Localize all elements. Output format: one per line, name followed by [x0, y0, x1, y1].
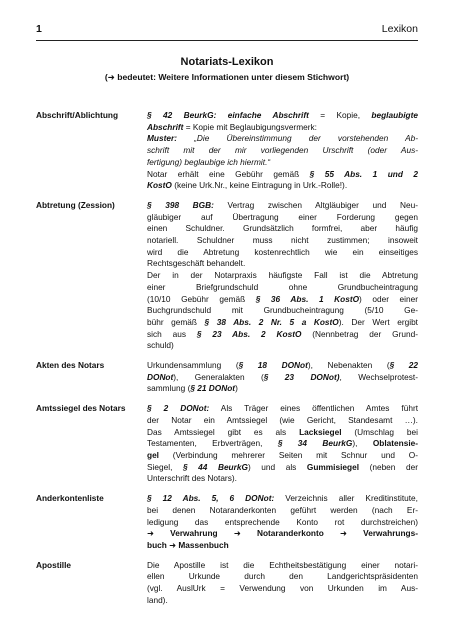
law-reference: § 38 Abs. 2 Nr. 5 a KostO	[204, 316, 339, 327]
entry-definition	[147, 360, 418, 395]
definition-line	[147, 169, 418, 181]
definition-line	[147, 450, 418, 462]
text-segment: Als Träger eines öffentlichen Amtes führt	[209, 403, 419, 414]
definition-line	[147, 517, 418, 529]
text-segment: Der in der Notarpraxis häufigste Fall ist die Abtretung	[147, 270, 418, 281]
text-segment: ). Der Wert ergibt	[338, 316, 418, 327]
text-segment: Siegel,	[147, 461, 183, 472]
definition-line	[147, 528, 418, 540]
definition-line	[147, 372, 418, 384]
text-segment: Notar erhält eine Gebühr gemäß	[147, 168, 310, 179]
entry-term: Anderkontenliste	[36, 493, 104, 504]
text-segment: einen Schuldner. Grundsätzlich formfrei, aber häufig	[147, 223, 418, 234]
law-reference: § 22	[389, 360, 418, 371]
law-reference: DONot	[147, 371, 174, 382]
lexicon-entry	[36, 110, 418, 192]
text-segment: (Umschlag bei	[341, 426, 418, 437]
definition-line	[147, 595, 418, 607]
lexicon-entry	[36, 360, 418, 395]
text-segment: gläubiger auf Übertragung einer Forderung gegen	[147, 211, 418, 222]
definition-line	[147, 493, 418, 505]
text-segment: Das Amtssiegel gibt es als	[147, 426, 300, 437]
definition-line	[147, 473, 418, 485]
definition-line	[147, 145, 418, 157]
definition-line	[147, 560, 418, 572]
definition-line	[147, 235, 418, 247]
text-segment: Vertrag zwischen Altgläubiger und Neu-	[213, 199, 418, 210]
definition-line	[147, 317, 418, 329]
law-reference: § 398 BGB:	[147, 199, 214, 210]
definition-line	[147, 157, 418, 169]
emphasis-text: Oblatensie-	[372, 438, 418, 449]
text-segment: der Notar ein Amtssiegel (wie Gericht, Standesamt …).	[147, 414, 418, 425]
definition-line	[147, 462, 418, 474]
entry-definition	[147, 493, 418, 552]
law-reference: § 2 DONot:	[147, 403, 210, 414]
law-reference: § 21 DONot	[190, 383, 236, 394]
definition-line	[147, 571, 418, 583]
text-segment: sich aus	[147, 328, 197, 339]
emphasis-text: gel	[147, 449, 159, 460]
emphasis-text: Lacksiegel	[299, 426, 342, 437]
definition-line	[147, 340, 418, 352]
entry-term: Amtssiegel des Notars	[36, 403, 126, 414]
text-segment: (neben der	[359, 461, 418, 472]
definition-line	[147, 305, 418, 317]
emphasis-text: Muster:	[147, 133, 177, 144]
lexicon-entry	[36, 493, 418, 552]
law-reference: § 44 BeurkG	[182, 461, 248, 472]
definition-line	[147, 212, 418, 224]
entry-term: Apostille	[36, 559, 72, 570]
definition-line	[147, 294, 418, 306]
text-segment: (Nennbetrag der Grund-	[301, 328, 418, 339]
definition-line	[147, 110, 418, 122]
law-reference: § 42 BeurkG: einfache Abschrift	[147, 110, 309, 120]
text-segment: bei denen Notaranderkonten geführt werden (nach Er-	[147, 504, 418, 515]
text-segment: wird die Abtretung kostenrechtlich wie ein einseitiges	[147, 246, 418, 257]
text-segment: einer Briefgrundschuld ohne Grundbucheintragung	[147, 281, 418, 292]
text-segment: ellen Urkunde durch den Landgerichtspräsidenten	[147, 571, 418, 582]
text-segment: schrift mit der mir vorliegenden Urschrift (oder Aus-	[147, 145, 418, 156]
definition-line	[147, 383, 418, 395]
definition-line	[147, 282, 418, 294]
text-segment: (keine Urk.Nr., keine Eintragung in Urk.-Rolle!).	[171, 180, 348, 191]
text-segment: ),	[352, 438, 373, 449]
text-segment: Unterschrift des Notars).	[147, 473, 237, 484]
cross-reference: buch ➜ Massenbuch	[147, 539, 229, 550]
text-segment: Buchgrundschuld mit Grundbucheintragung (5/10 Ge-	[147, 305, 418, 316]
text-segment: ledigung das entsprechende Konto rot durchstreichen)	[147, 516, 418, 527]
text-segment: Die Apostille ist die Echtheitsbestätigung einer notari-	[147, 559, 418, 570]
text-segment: fertigung) beglaubige ich hiermit.“	[147, 156, 271, 167]
text-segment: schuld)	[147, 340, 174, 351]
emphasis-text: Gummisiegel	[306, 461, 359, 472]
text-segment: ) und als	[247, 461, 307, 472]
law-reference: § 23 DONot)	[263, 371, 340, 382]
entry-definition	[147, 403, 418, 485]
text-segment: , Wechselprotest-	[339, 371, 418, 382]
text-segment: )	[235, 383, 238, 394]
law-reference: § 34 BeurkG	[277, 438, 353, 449]
definition-line	[147, 505, 418, 517]
entry-definition	[147, 110, 418, 192]
text-segment: ), Generalakten (	[173, 371, 264, 382]
lexicon-entries	[36, 110, 418, 614]
text-segment: Urkundensammlung (	[147, 360, 239, 371]
law-reference: § 18 DONot	[238, 360, 308, 371]
text-segment: sammlung (	[147, 383, 191, 394]
definition-line	[147, 438, 418, 450]
definition-line	[147, 247, 418, 259]
text-segment: bühr gemäß	[147, 316, 205, 327]
emphasis-text: Abschrift	[147, 121, 184, 132]
definition-line	[147, 180, 418, 192]
definition-line	[147, 403, 418, 415]
cross-reference: ➜ Verwahrung ➜ Notaranderkonto ➜ Verwahrungs-	[147, 528, 418, 539]
law-reference: § 23 Abs. 2 KostO	[196, 328, 302, 339]
definition-line	[147, 583, 418, 595]
text-segment: notariell. Schuldner muss nicht zustimmen; insoweit	[147, 235, 418, 246]
section-title: Lexikon	[381, 23, 418, 35]
definition-line	[147, 540, 418, 552]
law-reference: KostO	[147, 180, 172, 191]
law-reference: § 55 Abs. 1 und 2	[309, 168, 418, 179]
text-segment: (10/10 Gebühr gemäß	[147, 293, 256, 304]
lexicon-entry	[36, 560, 418, 607]
lexicon-entry	[36, 403, 418, 485]
text-segment: land).	[147, 594, 168, 605]
text-segment: = Kopie,	[308, 110, 372, 120]
text-segment: (Verbindung mehrerer Seiten mit Schnur und O-	[159, 449, 418, 460]
text-segment: = Kopie mit Beglaubigungsvermerk:	[183, 121, 317, 132]
text-segment: „Die Übereinstimmung der vorstehenden Ab-	[176, 133, 418, 144]
definition-line	[147, 200, 418, 212]
page-number: 1	[36, 23, 42, 35]
entry-term: Abschrift/Ablichtung	[36, 110, 119, 120]
text-segment: Testamenten, Erbverträgen,	[147, 438, 278, 449]
definition-line	[147, 133, 418, 145]
definition-line	[147, 329, 418, 341]
page-header	[36, 22, 418, 41]
emphasis-text: beglaubigte	[371, 110, 418, 120]
definition-line	[147, 415, 418, 427]
text-segment: ), Nebenakten (	[307, 360, 390, 371]
definition-line	[147, 360, 418, 372]
text-segment: Rechtsgeschäft behandelt.	[147, 258, 246, 269]
text-segment: ) oder einer	[359, 293, 418, 304]
entry-definition	[147, 200, 418, 352]
entry-definition	[147, 560, 418, 607]
definition-line	[147, 427, 418, 439]
text-segment: Verzeichnis aller Kreditinstitute,	[274, 493, 418, 504]
definition-line	[147, 258, 418, 270]
definition-line	[147, 223, 418, 235]
law-reference: § 12 Abs. 5, 6 DONot:	[147, 493, 275, 504]
entry-term: Abtretung (Zession)	[36, 199, 115, 210]
definition-line	[147, 270, 418, 282]
text-segment: (vgl. AuslUrk = Verwendung von Urkunden im Aus-	[147, 583, 418, 594]
page-title: Notariats-Lexikon	[180, 56, 274, 68]
law-reference: § 36 Abs. 1 KostO	[255, 293, 360, 304]
lexicon-entry	[36, 200, 418, 352]
definition-line	[147, 122, 418, 134]
page-subtitle: (➜ bedeutet: Weitere Informationen unter diesem Stichwort)	[104, 72, 350, 82]
entry-term: Akten des Notars	[36, 360, 105, 371]
